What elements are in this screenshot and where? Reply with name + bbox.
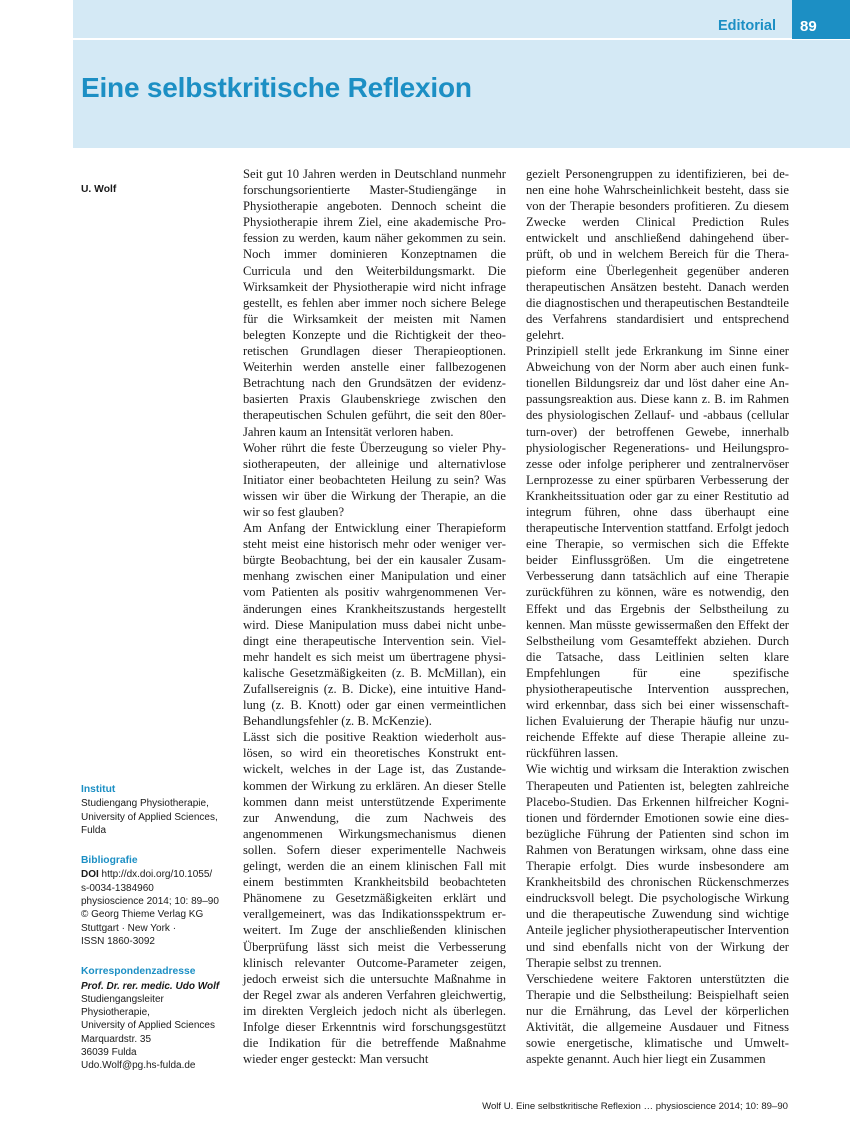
correspondence-line: University of Applied Sciences <box>81 1020 215 1032</box>
article-title: Eine selbstkritische Reflexion <box>81 72 472 103</box>
paragraph: Am Anfang der Entwicklung einer Therapieform steht meist eine historisch mehr oder weniger verbürgte Beobachtung, bei der ein kausaler Zusammenhang zwischen einer Manipulation und einer vom Patienten als positiv wahrgenommenen Veränderungen eines Krankheitszustands hergestellt wird. Diese Manipulation muss dabei nicht unbedingt eine therapeutische Intervention sein. Vielmehr handelt es sich meist um übertragene physikalische Gesetzmäßigkeiten (z. B. McMillan), ein Zufallsereignis (z. B. Dicke), eine intuitive Handlung (z. B. Knott) oder gar einen vermeintlichen Behandlungsfehler (z. B. McKenzie). <box>243 521 506 729</box>
paragraph: Verschiedene weitere Faktoren unterstützten die Therapie und die Selbstheilung: Beispielhaft seien nur die Ernährung, das Level der körperlichen Aktivität, die allgemeine Ausdauer und Fitness sowie energetische, klimatische und Umweltaspekte genannt. Auch hier liegt ein Zusammen <box>526 971 789 1067</box>
biblio-line: ISSN 1860-3092 <box>81 935 155 947</box>
correspondence-line: 36039 Fulda <box>81 1047 137 1059</box>
correspondence-heading: Korrespondenzadresse <box>81 966 196 978</box>
footer-citation: Wolf U. Eine selbstkritische Reflexion … physioscience 2014; 10: 89–90 <box>482 1101 788 1112</box>
sidebar-metadata <box>81 783 231 1073</box>
institut-heading: Institut <box>81 784 116 795</box>
correspondence-line: Marquardstr. 35 <box>81 1033 152 1045</box>
correspondence-line: Physiotherapie, <box>81 1007 150 1019</box>
author-name: U. Wolf <box>81 184 117 195</box>
page-number: 89 <box>800 18 817 35</box>
paragraph: Seit gut 10 Jahren werden in Deutschland nunmehr forschungsorientierte Master-Studiengänge in Physiotherapie angeboten. Dennoch scheint die Physiotherapie ihrem Ziel, eine akademische Profession zu werden, kaum näher gekommen zu sein. Noch immer dominieren Konzeptnamen die Curricula und den Weiterbildungsmarkt. Die Wirksamkeit der Physiotherapie wird nicht infrage gestellt, es fehlen aber immer noch sichere Belege für die Wirksamkeit der meisten mit Namen belegten Konzepte und die Richtigkeit der theoretischen Grundlagen dieser Therapieoptionen. Weiterhin werden anstelle einer fallbezogenen Betrachtung nach den Grundsätzen der evidenzbasierten Praxis Glaubenskriege zwischen den therapeutischen Schulen geführt, die seit den 80er-Jahren kaum an Intensität verloren haben. <box>243 167 506 439</box>
page-number-box <box>792 0 850 39</box>
biblio-line: s-0034-1384960 <box>81 882 154 894</box>
correspondence-name: Prof. Dr. rer. medic. Udo Wolf <box>81 980 220 992</box>
paragraph: Woher rührt die feste Überzeugung so vieler Physiotherapeuten, der alleinige und alternativlose Initiator einer beobachteten Heilung zu sein? Was wissen wir über die Wirkung der Therapie, an die wir so fest glauben? <box>243 440 506 519</box>
biblio-line: physioscience 2014; 10: 89–90 <box>81 896 219 908</box>
body-column-2 <box>526 166 789 1067</box>
header-divider <box>73 38 850 40</box>
correspondence-line: Studiengangsleiter <box>81 993 164 1005</box>
doi-label: DOI <box>81 869 99 881</box>
paragraph: gezielt Personengruppen zu identifizieren, bei denen eine hohe Wahrscheinlichkeit besteht, dass sie von der Therapie besonders profitieren. Zu diesem Zwecke werden Clinical Prediction Rules entwickelt und anschließend dahingehend überprüft, ob und in welchem Bereich für die Therapieform eine Überlegenheit gegenüber anderen therapeutischen Ansätzen besteht. Danach werden die diagnostischen und therapeutischen Bestandteile des Verfahrens standardisiert und entsprechend gelehrt. <box>526 167 789 342</box>
institut-line: Studiengang Physiotherapie, <box>81 798 209 810</box>
doi-line <box>81 868 231 881</box>
institut-line: University of Applied Sciences, <box>81 811 218 823</box>
paragraph: Wie wichtig und wirksam die Interaktion zwischen Therapeuten und Patienten ist, belegten zahlreiche Placebo-Studien. Das Erkennen hilfreicher Kognitionen und fördernder Emotionen sowie eine diesbezügliche Führung der Patienten sind schon im Rahmen von Beratungen wirksam, ohne dass eine Therapie erfolgt. Dies wurde insbesondere am Krankheitsbild des chronischen Rückenschmerzes eindrucksvoll belegt. Die psychologische Wirkung und die therapeutische Zuwendung sind wichtige Anteile jeglicher physiotherapeutischer Intervention und sind ebenfalls nicht von der Wirkung der Therapie selbst zu trennen. <box>526 762 789 970</box>
bibliografie-heading: Bibliografie <box>81 855 138 867</box>
institut-line: Fulda <box>81 824 107 836</box>
body-column-1 <box>243 166 506 1067</box>
correspondence-email[interactable]: Udo.Wolf@pg.hs-fulda.de <box>81 1060 196 1072</box>
biblio-line: © Georg Thieme Verlag KG <box>81 909 204 921</box>
biblio-line: Stuttgart · New York · <box>81 922 177 934</box>
paragraph: Prinzipiell stellt jede Erkrankung im Sinne einer Abweichung von der Norm aber auch einen funktionellen Bildungsreiz dar und löst daher eine Anpassungsreaktion aus. Diese kann z. B. im Rahmen des physiologischen Zellauf- und -abbaus (cellular turn-over) der betroffenen Gewebe, innerhalb physiologischer Regenerations- und Heilungsprozesse oder infolge peripherer und zentralnervöser Lernprozesse zu einer spürbaren Verbesserung der Krankheitssituation oder gar zu einer Restitutio ad integrum führen, ohne dass überhaupt eine therapeutische Intervention stattfand. Erfolgt jedoch eine Therapie, so vermischen sich die Effekte beider Einflussgrößen. Um die eingetretene Verbesserung dann tatsächlich auf eine Therapie zurückführen zu können, wäre es notwendig, den Effekt und das Ergebnis der Selbstheilung zu kennen. Man müsste gewissermaßen den Effekt der Selbstheilung vom Gesamteffekt abziehen. Durch die Tatsache, dass Leitlinien selten klare Empfehlungen für eine spezifische physiotherapeutische Intervention aussprechen, wird erkennbar, dass sich bei einer wissenschaftlichen Evaluierung der Therapie häufig nur unzureichende Effekte auf diese Therapie alleine zurückführen lassen. <box>526 344 789 761</box>
section-label: Editorial <box>717 18 776 34</box>
paragraph: Lässt sich die positive Reaktion wiederholt auslösen, so wird ein theoretisches Konstrukt entwickelt, welches in der Lage ist, das Zustandekommen der Wirkung zu erklären. An dieser Stelle kommen dann meist unterstützende Experimente zur Anwendung, die zum Nachweis des angenommenen Wirkungsmechanismus dienen sollen. Sofern dieser experimentelle Nachweis gelingt, werden die an einem klinischen Fall mit einem bestimmten Krankheitsbild beobachteten Phänomene zu Gesetzmäßigkeiten erklärt und verallgemeinert, was das Indikationsspektrum erweitert. Im Zuge der anschließenden klinischen Überprüfung lässt sich meist die Verbesserung klinisch relevanter Outcome-Parameter zeigen, jedoch erweist sich die untersuchte Maßnahme in der Regel zwar als anderen Verfahren gleichwertig, im direkten Vergleich jedoch nicht als überlegen. Infolge dieser Erkenntnis wird forschungsgestützt die Indikation für die betreffende Maßnahme wieder enger gesteckt: Man versucht <box>243 730 506 1067</box>
doi-link[interactable]: http://dx.doi.org/10.1055/ <box>98 869 213 881</box>
